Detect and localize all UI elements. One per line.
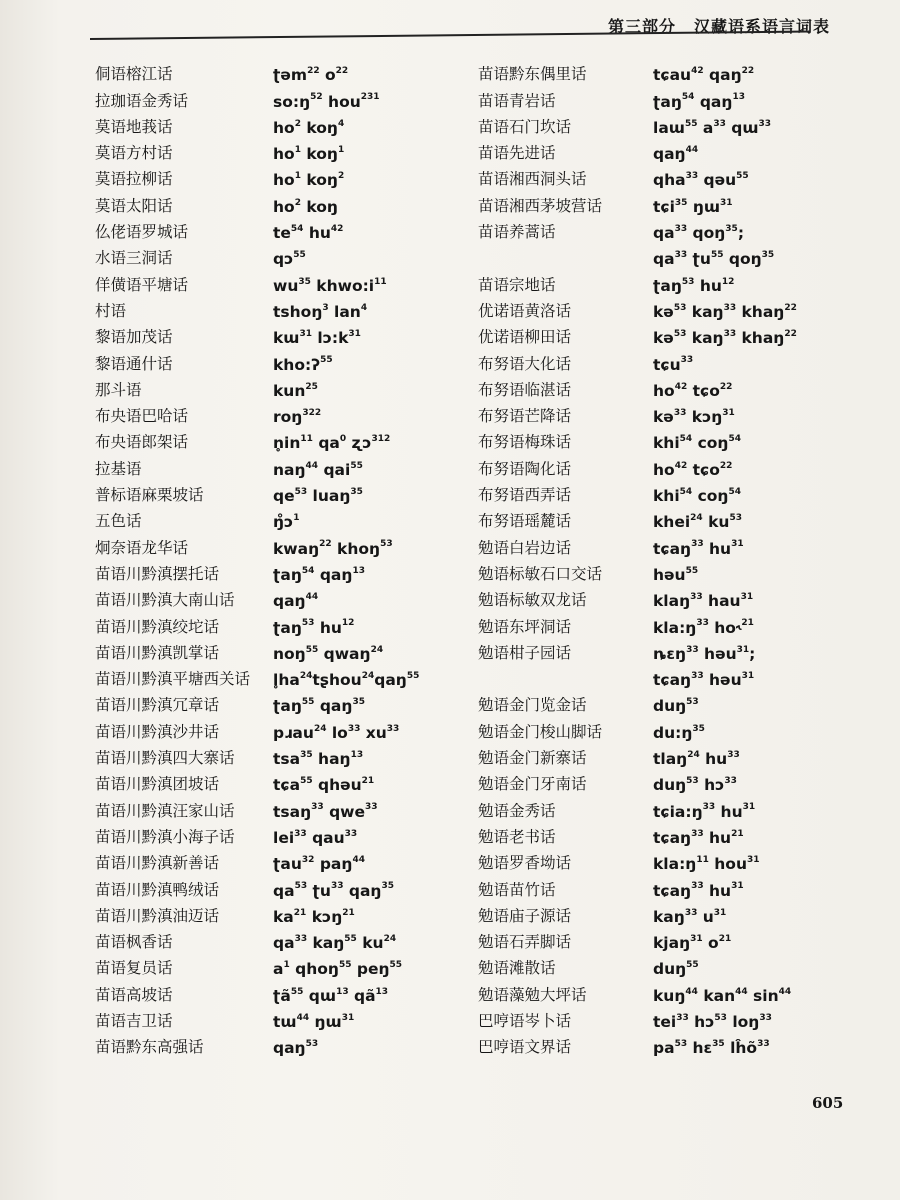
entry-row — [95, 84, 419, 110]
language-name: 侗语榕江话 — [95, 65, 173, 84]
entry-row — [95, 505, 419, 531]
word-transcription: tshoŋ$^3$ lan$^4$ — [273, 302, 368, 321]
word-transcription: $du:ŋ^{35}$ — [653, 723, 705, 742]
entry-row — [95, 794, 419, 820]
entry-row — [95, 663, 419, 689]
word-transcription: $pa^{53}$ hɛ$^{35}$ lĥõ$^{33}$ — [653, 1039, 770, 1058]
language-name: 苗语川黔滇大南山话 — [95, 591, 235, 610]
word-transcription: ʈã$^{55}$ qɯ$^{13}$ $qã^{13}$ — [273, 986, 389, 1005]
entry-row — [95, 847, 419, 873]
word-transcription: tɕaŋ$^{33}$ $hu^{21}$ — [653, 828, 744, 847]
language-name: 勉语滩散话 — [478, 959, 556, 978]
language-name: 那斗语 — [95, 380, 142, 399]
word-transcription: kuŋ$^{44}$ kan$^{44}$ $\sin^{44}$ — [653, 986, 792, 1005]
word-transcription: $n̥in^{11}$ $qa^0$ ʐɔ$^{312}$ — [273, 434, 391, 453]
language-name: 苗语石门坎话 — [478, 117, 572, 136]
entry-row — [478, 610, 797, 636]
word-transcription: $ho^{42}$ tɕo$^{22}$ — [653, 460, 733, 479]
entry-row — [478, 321, 797, 347]
entry-row — [478, 584, 797, 610]
language-name: 普标语麻栗坡话 — [95, 486, 204, 505]
word-transcription: qaŋ$^{44}$ — [653, 145, 699, 164]
language-name: 佯僙语平塘话 — [95, 275, 189, 294]
entry-row — [95, 531, 419, 557]
word-transcription: ʈau$^{32}$ paŋ$^{44}$ — [273, 855, 365, 874]
word-transcription: tɕi$^{35}$ ŋɯ$^{31}$ — [653, 197, 733, 216]
language-name: 苗语川黔滇绞坨话 — [95, 617, 220, 636]
word-transcription: $ho^2$ koŋ — [273, 197, 338, 216]
entry-row — [95, 926, 419, 952]
language-name: 勉语罗香坳话 — [478, 854, 572, 873]
entry-row — [95, 163, 419, 189]
entry-row — [95, 426, 419, 452]
word-transcription: qɔ$^{55}$ — [273, 250, 306, 269]
language-name: 苗语川黔滇油迈话 — [95, 906, 220, 925]
language-name: 布努语瑶麓话 — [478, 512, 572, 531]
entry-row — [95, 295, 419, 321]
word-transcription: $qa^{33}$ qoŋ$^{35}$; — [653, 223, 745, 243]
page-number: 605 — [812, 1094, 844, 1112]
language-name: 苗语黔东偶里话 — [478, 65, 587, 84]
language-name: 勉语藻勉大坪话 — [478, 985, 587, 1004]
word-transcription: $l̥ha^{24}tʂhou^{24}qaŋ^{55}$ — [273, 670, 420, 690]
language-name: 莫语太阳话 — [95, 196, 173, 215]
entry-row — [95, 637, 419, 663]
entry-row — [95, 952, 419, 978]
language-name: 巴哼语岑卜话 — [478, 1011, 572, 1030]
entry-row — [478, 558, 797, 584]
entry-row — [478, 663, 797, 689]
language-name: 勉语金门牙南话 — [478, 775, 587, 794]
language-name: 勉语东坪洞话 — [478, 617, 572, 636]
entry-row — [95, 216, 419, 242]
header-title: 汉藏语系语言词表 — [693, 17, 830, 36]
entry-row — [478, 715, 797, 741]
entry-row — [95, 768, 419, 794]
entry-row — [95, 584, 419, 610]
entry-row — [478, 873, 797, 899]
word-transcription: $ho^1$ koŋ$^2$ — [273, 171, 345, 190]
entry-row — [478, 926, 797, 952]
word-transcription: kə$^{33}$ kɔŋ$^{31}$ — [653, 408, 735, 427]
entry-row — [478, 347, 797, 373]
entry-row — [478, 689, 797, 715]
entry-row — [478, 216, 797, 242]
language-name: 苗语先进话 — [478, 144, 556, 163]
language-name: 苗语川黔滇鸭绒话 — [95, 880, 220, 899]
word-transcription: ʈaŋ$^{53}$ $hu^{12}$ — [273, 618, 355, 637]
language-name: 勉语柑子园话 — [478, 643, 572, 662]
language-name: 优诺语黄洛话 — [478, 301, 572, 320]
entry-row — [95, 1005, 419, 1031]
language-name: 苗语川黔滇小海子话 — [95, 827, 235, 846]
word-transcription: tɕaŋ$^{33}$ $hu^{31}$ — [653, 539, 744, 558]
language-name: 黎语加茂话 — [95, 328, 173, 347]
entry-row — [478, 374, 797, 400]
language-name: 苗语川黔滇四大寨话 — [95, 749, 235, 768]
word-transcription: $kla:ŋ^{11}$ hou$^{31}$ — [653, 855, 760, 874]
entry-row — [95, 58, 419, 84]
word-transcription: ʈaŋ$^{53}$ $hu^{12}$ — [653, 276, 735, 295]
word-transcription: $qa^{33}$ ʈu$^{55}$ qoŋ$^{35}$ — [653, 250, 775, 269]
entry-row — [95, 374, 419, 400]
word-transcription: $wu^{35}$ $khwo:i^{11}$ — [273, 276, 387, 295]
language-name: 布努语芒降话 — [478, 407, 572, 426]
word-transcription: tsa$^{35}$ haŋ$^{13}$ — [273, 749, 364, 769]
entry-row — [95, 715, 419, 741]
entry-row — [478, 1031, 797, 1057]
word-transcription: $tɕia:ŋ^{33}$ $hu^{31}$ — [653, 802, 756, 821]
language-name: 水语三洞话 — [95, 249, 173, 268]
language-name: 五色话 — [95, 512, 142, 531]
entry-row — [95, 137, 419, 163]
language-name: 苗语枫香话 — [95, 933, 173, 952]
language-name: 苗语养蒿话 — [478, 223, 556, 242]
language-name: 勉语金秀话 — [478, 801, 556, 820]
word-transcription: kwaŋ$^{22}$ khoŋ$^{53}$ — [273, 539, 393, 558]
entry-row — [478, 847, 797, 873]
entry-row — [95, 400, 419, 426]
word-transcription: pɹau$^{24}$ $lo^{33}$ $xu^{33}$ — [273, 723, 400, 742]
entry-row — [95, 347, 419, 373]
word-transcription: ʈəm$^{22}$ $o^{22}$ — [273, 66, 349, 85]
entry-row — [478, 111, 797, 137]
language-name: 勉语白岩边话 — [478, 538, 572, 557]
entry-row — [95, 242, 419, 268]
language-name: 勉语标敏双龙话 — [478, 591, 587, 610]
entry-row — [478, 821, 797, 847]
language-name: 布央语巴哈话 — [95, 407, 189, 426]
entry-row — [478, 84, 797, 110]
word-transcription: lei$^{33}$ qau$^{33}$ — [273, 828, 358, 847]
word-transcription: khi$^{54}$ coŋ$^{54}$ — [653, 486, 741, 506]
language-name: 黎语通什话 — [95, 354, 173, 373]
language-name: 勉语金门新寨话 — [478, 749, 587, 768]
entry-row — [478, 58, 797, 84]
language-name: 勉语老书话 — [478, 827, 556, 846]
entry-row — [95, 558, 419, 584]
entry-row — [478, 768, 797, 794]
entry-row — [478, 637, 797, 663]
word-transcription: khei$^{24}$ $ku^{53}$ — [653, 513, 742, 532]
word-transcription: tɯ$^{44}$ ŋɯ$^{31}$ — [273, 1012, 355, 1031]
language-name: 苗语湘西茅坡营话 — [478, 196, 603, 215]
language-name: 勉语庙子源话 — [478, 906, 572, 925]
language-name: 勉语苗竹话 — [478, 880, 556, 899]
word-transcription: tɕa$^{55}$ qhəu$^{21}$ — [273, 776, 375, 795]
entry-row — [95, 321, 419, 347]
header-part: 第三部分 — [607, 17, 676, 36]
word-transcription: $ka^{21}$ kɔŋ$^{21}$ — [273, 907, 355, 926]
language-name: 苗语川黔滇汪家山话 — [95, 801, 235, 820]
word-transcription: $ho^1$ koŋ$^1$ — [273, 145, 345, 164]
language-name: 勉语金门览金话 — [478, 696, 587, 715]
word-transcription: kho:ʔ$^{55}$ — [273, 355, 333, 374]
word-transcription: qha$^{33}$ qəu$^{55}$ — [653, 171, 749, 190]
language-name: 苗语川黔滇团坡话 — [95, 775, 220, 794]
entry-row — [478, 900, 797, 926]
entry-row — [478, 452, 797, 478]
language-name: 莫语方村话 — [95, 144, 173, 163]
entry-row — [95, 900, 419, 926]
language-name: 拉珈语金秀话 — [95, 91, 189, 110]
entry-row — [478, 531, 797, 557]
language-name: 布努语陶化话 — [478, 459, 572, 478]
word-transcription: tei$^{33}$ hɔ$^{53}$ loŋ$^{33}$ — [653, 1012, 772, 1031]
language-name: 优诺语柳田话 — [478, 328, 572, 347]
language-name: 炯奈语龙华话 — [95, 538, 189, 557]
word-transcription: $ho^{42}$ tɕo$^{22}$ — [653, 381, 733, 400]
entry-row — [95, 479, 419, 505]
word-transcription: kə$^{53}$ kaŋ$^{33}$ khaŋ$^{22}$ — [653, 302, 797, 321]
word-transcription: ʈaŋ$^{54}$ qaŋ$^{13}$ — [653, 92, 745, 111]
word-transcription: $kla:ŋ^{33}$ ho˞$^{21}$ — [653, 618, 754, 637]
word-transcription: tsaŋ$^{33}$ qwe$^{33}$ — [273, 802, 378, 821]
left-column — [95, 58, 419, 1057]
entry-row — [95, 978, 419, 1004]
word-transcription: ȵɛŋ$^{33}$ həu$^{31}$; — [653, 644, 756, 663]
language-name: 苗语川黔滇摆托话 — [95, 564, 220, 583]
word-transcription: $a^1$ qhoŋ$^{55}$ peŋ$^{55}$ — [273, 960, 403, 979]
language-name: 勉语金门梭山脚话 — [478, 722, 603, 741]
language-name: 苗语吉卫话 — [95, 1011, 173, 1030]
word-transcription: kjaŋ$^{31}$ $o^{21}$ — [653, 933, 732, 953]
word-transcription: ŋ̊ɔ$^1$ — [273, 513, 300, 532]
entry-row — [95, 821, 419, 847]
entry-row — [478, 295, 797, 321]
language-name: 苗语川黔滇平塘西关话 — [95, 670, 251, 689]
entry-row — [478, 137, 797, 163]
word-transcription: $ho^2$ koŋ$^4$ — [273, 118, 345, 137]
language-name: 布努语临湛话 — [478, 380, 572, 399]
entry-row — [478, 505, 797, 531]
entry-row — [478, 426, 797, 452]
word-transcription: laɯ$^{55}$ $a^{33}$ qɯ$^{33}$ — [653, 118, 772, 137]
word-transcription: klaŋ$^{33}$ hau$^{31}$ — [653, 592, 754, 611]
entry-row — [95, 189, 419, 215]
word-transcription: roŋ$^{322}$ — [273, 408, 322, 427]
entry-row — [478, 952, 797, 978]
language-name: 苗语川黔滇沙井话 — [95, 722, 220, 741]
word-transcription: qaŋ$^{44}$ — [273, 592, 319, 611]
entry-row — [478, 479, 797, 505]
language-name: 布央语郎架话 — [95, 433, 189, 452]
word-transcription: kun$^{25}$ — [273, 381, 318, 400]
entry-row — [478, 268, 797, 294]
entry-row — [95, 610, 419, 636]
language-name: 莫语拉柳话 — [95, 170, 173, 189]
word-transcription: kaŋ$^{33}$ $u^{31}$ — [653, 907, 727, 926]
language-name: 苗语湘西洞头话 — [478, 170, 587, 189]
word-transcription: həu$^{55}$ — [653, 565, 699, 584]
word-transcription: tlaŋ$^{24}$ $hu^{33}$ — [653, 749, 740, 769]
language-name: 拉基语 — [95, 459, 142, 478]
entry-row — [95, 1031, 419, 1057]
right-column — [478, 58, 797, 1057]
entry-row — [478, 1005, 797, 1031]
language-name: 苗语川黔滇新善话 — [95, 854, 220, 873]
entry-row — [478, 794, 797, 820]
language-name: 布努语大化话 — [478, 354, 572, 373]
language-name: 巴哼语文界话 — [478, 1038, 572, 1057]
word-transcription: $qa^{33}$ kaŋ$^{55}$ $ku^{24}$ — [273, 933, 397, 953]
word-transcription: tɕau$^{42}$ qaŋ$^{22}$ — [653, 66, 755, 85]
word-transcription: duŋ$^{55}$ — [653, 960, 699, 979]
entry-row — [478, 163, 797, 189]
entry-row — [95, 689, 419, 715]
language-name: 布努语西弄话 — [478, 486, 572, 505]
language-name: 村语 — [95, 301, 127, 320]
word-transcription: tɕaŋ$^{33}$ həu$^{31}$ — [653, 670, 755, 690]
word-transcription: naŋ$^{44}$ qai$^{55}$ — [273, 460, 363, 479]
language-name: 苗语黔东高强话 — [95, 1038, 204, 1057]
entry-row — [95, 873, 419, 899]
language-name: 苗语川黔滇冗章话 — [95, 696, 220, 715]
entry-row — [95, 268, 419, 294]
language-name: 苗语高坡话 — [95, 985, 173, 1004]
word-transcription: khi$^{54}$ coŋ$^{54}$ — [653, 434, 741, 453]
word-transcription: duŋ$^{53}$ — [653, 697, 699, 716]
word-transcription: $qe^{53}$ luaŋ$^{35}$ — [273, 486, 363, 506]
language-name: 苗语川黔滇凯掌话 — [95, 643, 220, 662]
word-transcription: $te^{54}$ $hu^{42}$ — [273, 223, 344, 243]
language-name: 莫语地莪话 — [95, 117, 173, 136]
word-transcription: noŋ$^{55}$ qwaŋ$^{24}$ — [273, 644, 384, 663]
word-transcription: tɕu$^{33}$ — [653, 355, 694, 374]
entry-row — [95, 111, 419, 137]
entry-row — [478, 242, 797, 268]
entry-row — [95, 742, 419, 768]
word-transcription: qaŋ$^{53}$ — [273, 1039, 319, 1058]
entry-row — [478, 189, 797, 215]
language-name: 苗语青岩话 — [478, 91, 556, 110]
language-name: 勉语标敏石口交话 — [478, 564, 603, 583]
entry-row — [478, 400, 797, 426]
word-transcription: $qa^{53}$ ʈu$^{33}$ qaŋ$^{35}$ — [273, 881, 394, 900]
language-name: 布努语梅珠话 — [478, 433, 572, 452]
entry-row — [95, 452, 419, 478]
word-transcription: duŋ$^{53}$ hɔ$^{33}$ — [653, 776, 737, 795]
entry-row — [478, 742, 797, 768]
language-name: 仫佬语罗城话 — [95, 223, 189, 242]
language-name: 苗语复员话 — [95, 959, 173, 978]
language-name: 勉语石弄脚话 — [478, 933, 572, 952]
word-transcription: kə$^{53}$ kaŋ$^{33}$ khaŋ$^{22}$ — [653, 329, 797, 348]
word-transcription: $so:ŋ^{52}$ hou$^{231}$ — [273, 92, 380, 111]
entry-row — [478, 978, 797, 1004]
word-transcription: kɯ$^{31}$ $lɔ:k^{31}$ — [273, 329, 361, 348]
language-name: 苗语宗地话 — [478, 275, 556, 294]
word-transcription: ʈaŋ$^{54}$ qaŋ$^{13}$ — [273, 565, 365, 584]
word-transcription: tɕaŋ$^{33}$ $hu^{31}$ — [653, 881, 744, 900]
word-transcription: ʈaŋ$^{55}$ qaŋ$^{35}$ — [273, 697, 365, 716]
